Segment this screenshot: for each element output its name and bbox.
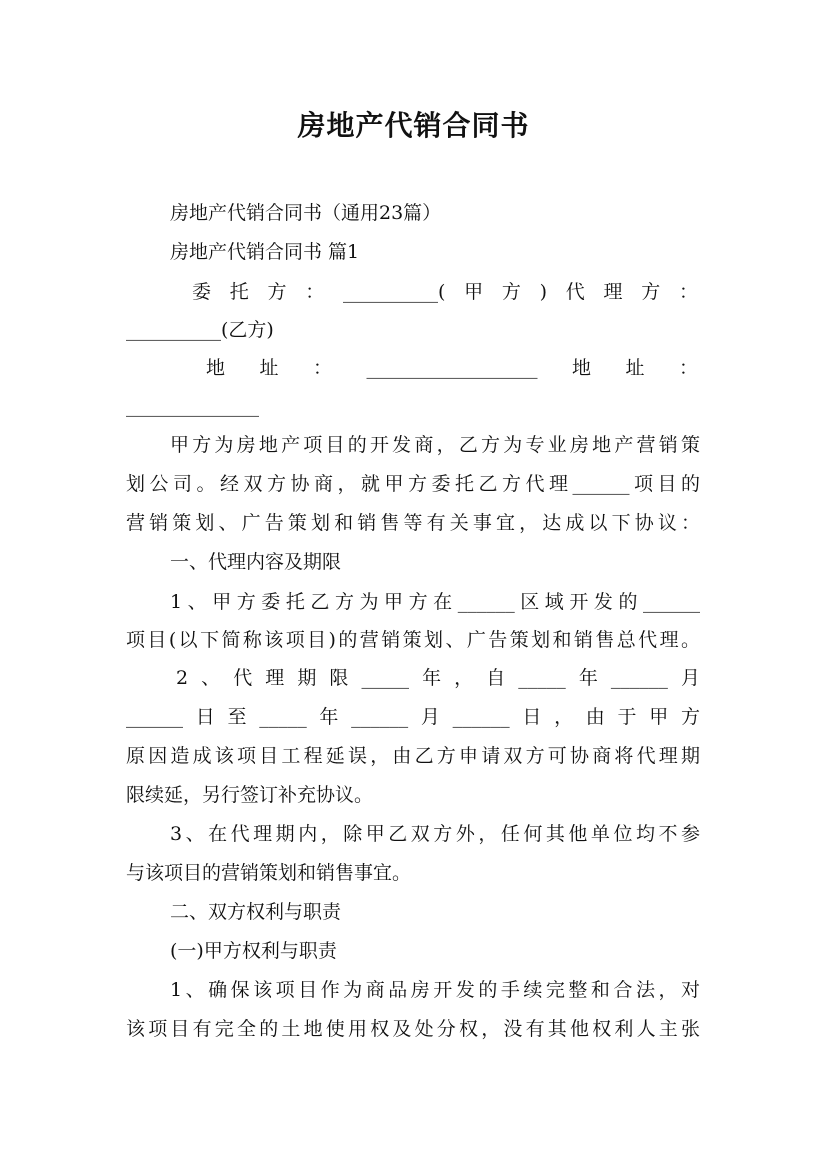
address-line: ______________: [126, 395, 259, 417]
body-line: 营销策划、广告策划和销售等有关事宜，达成以下协议：: [126, 512, 700, 534]
sub-clause-heading: (一)甲方权利与职责: [170, 940, 337, 962]
clause-heading: 一、代理内容及期限: [170, 551, 342, 573]
party-line: 委托方：__________(甲方)代理方：: [192, 281, 698, 303]
body-line: 该项目有完全的土地使用权及处分权，没有其他权利人主张: [126, 1018, 700, 1040]
body-line: 划公司。经双方协商，就甲方委托乙方代理______项目的: [126, 473, 700, 495]
body-line: 甲方为房地产项目的开发商，乙方为专业房地产营销策: [170, 434, 700, 456]
body-line: 与该项目的营销策划和销售事宜。: [126, 862, 412, 884]
body-line: 2、代理期限_____年，自_____年______月: [176, 667, 700, 689]
body-line: 1、甲方委托乙方为甲方在______区域开发的______: [170, 591, 700, 613]
address-line: 地址：__________________地址：: [206, 357, 698, 379]
body-line: 项目(以下简称该项目)的营销策划、广告策划和销售总代理。: [126, 629, 700, 651]
body-line: 1、确保该项目作为商品房开发的手续完整和合法，对: [170, 979, 700, 1001]
clause-heading: 二、双方权利与职责: [170, 901, 342, 923]
document-title: 房地产代销合同书: [297, 109, 530, 142]
subtitle-line: 房地产代销合同书（通用23篇）: [170, 202, 442, 224]
body-line: 原因造成该项目工程延误，由乙方申请双方可协商将代理期: [126, 745, 700, 767]
body-line: 3、在代理期内，除甲乙双方外，任何其他单位均不参: [170, 823, 700, 845]
body-line: 限续延，另行签订补充协议。: [126, 784, 374, 806]
body-line: ______日至_____年______月______日，由于甲方: [126, 706, 700, 728]
section-heading-line: 房地产代销合同书 篇1: [170, 241, 360, 263]
party-line: __________(乙方): [126, 319, 274, 341]
